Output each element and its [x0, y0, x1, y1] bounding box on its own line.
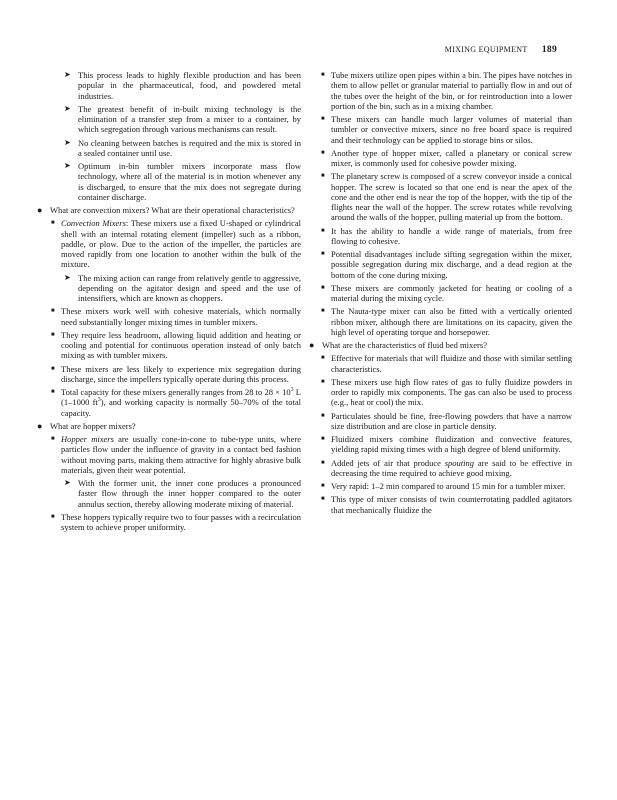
arrow-bullet-icon: ➤ — [64, 137, 71, 147]
square-bullet-icon: ■ — [51, 308, 55, 315]
arrow-item: ➤ The greatest benefit of in-built mixing technology is the elimination of a transfer step from a mixer to a container, by which segregation through various mechanisms can result. — [64, 103, 301, 135]
square-item: ■ The Nauta-type mixer can also be fitted with a vertically oriented ribbon mixer, although there are limitations on its capacity, given the high level of operating torque and horsepower. — [321, 306, 572, 337]
square-bullet-icon: ■ — [321, 412, 325, 419]
square-bullet-icon: ■ — [321, 72, 325, 78]
square-item: ■ Convection Mixers: These mixers use a fixed U-shaped or cylindrical shell with an internal rotating element (impeller) such as a ribbon, paddle, or plow. Due to the action of the impeller, the particles are moved rapidly from one location to another within the bulk of the mixture. — [51, 218, 301, 270]
square-bullet-icon: ■ — [321, 149, 325, 156]
square-bullet-icon: ■ — [51, 365, 55, 372]
square-item: ■ Effective for materials that will fluidize and those with similar settling characteristics. — [321, 353, 572, 374]
arrow-bullet-icon: ➤ — [64, 478, 71, 487]
square-item: ■ These mixers are less likely to experience mix segregation during discharge, since the impellers typically operate during this process. — [51, 363, 301, 384]
running-title: MIXING EQUIPMENT — [444, 45, 528, 54]
square-item: ■ The planetary screw is composed of a screw conveyor inside a conical hopper. The screw is located so that one end is near the apex of the cone and the other end is near the top of the hopper, with the tip of the flights near the wall of the hopper. The screw rotates while revolving around the walls of the hopper, pulling material up from the bottom. — [321, 171, 572, 223]
square-item: ■ These hoppers typically require two to four passes with a recirculation system to achieve proper uniformity. — [51, 511, 301, 532]
round-bullet-icon: ● — [37, 205, 43, 215]
square-bullet-icon: ■ — [321, 173, 325, 180]
square-bullet-icon: ■ — [51, 220, 55, 227]
square-bullet-icon: ■ — [321, 496, 325, 503]
question-item: ● What are hopper mixers? — [37, 420, 136, 431]
running-header — [0, 45, 557, 55]
round-bullet-icon: ● — [37, 420, 43, 431]
round-bullet-icon: ● — [309, 340, 315, 350]
square-item: ■ Hopper mixers are usually cone-in-cone to tube-type units, where particles flow under the influence of gravity in a contact bed fashion without moving parts, making them attractive for highly abrasive bulk materials, given their wear potential. — [51, 434, 301, 475]
arrow-item: ➤ Optimum in-bin tumbler mixers incorporate mass flow technology, where all of the material is in motion whenever any is discharged, to ensure that the mix does not segregate during container discharge. — [64, 161, 301, 202]
square-item: ■ Very rapid: 1–2 min compared to around 15 min for a tumbler mixer. — [321, 481, 566, 491]
square-item: ■ Particulates should be fine, free-flowing powders that have a narrow size distribution and are close in particle density. — [321, 410, 572, 431]
square-item: ■ These mixers use high flow rates of gas to fully fluidize powders in order to rapidly mix components. The gas can also be used to process (e.g., heat or cool) the mix. — [321, 376, 572, 408]
square-bullet-icon: ■ — [321, 227, 325, 234]
square-bullet-icon: ■ — [51, 331, 55, 338]
square-item: ■ Potential disadvantages include sifting segregation within the mixer, possible segregation during mix discharge, and a dead region at the bottom of the cone during mixing. — [321, 249, 572, 280]
arrow-bullet-icon: ➤ — [64, 161, 71, 170]
square-item: ■ Total capacity for these mixers generally ranges from 28 to $28 \times 10^3$ L (1–1000 $ft^3$), and working capacity is normally 50–70% of the total capacity. — [51, 387, 301, 418]
page-number: 189 — [541, 45, 557, 55]
square-item: ■ Tube mixers utilize open pipes within a bin. The pipes have notches in them to allow pellet or granular material to partially flow in and out of the tubes over the height of the bin, or for reintroduction into a lower portion of the bin, such as in a mixing chamber. — [321, 70, 572, 111]
square-bullet-icon: ■ — [321, 308, 325, 315]
arrow-bullet-icon: ➤ — [64, 272, 71, 282]
square-item: ■ This type of mixer consists of twin counterrotating paddled agitators that mechanically fluidize the — [321, 494, 572, 515]
square-bullet-icon: ■ — [51, 436, 55, 442]
square-bullet-icon: ■ — [321, 483, 325, 489]
square-bullet-icon: ■ — [51, 513, 55, 520]
square-bullet-icon: ■ — [51, 389, 55, 395]
square-item: ■ It has the ability to handle a wide range of materials, from free flowing to cohesive. — [321, 225, 572, 246]
square-item: ■ They require less headroom, allowing liquid addition and heating or cooling and potential for continuous operation instead of only batch mixing as with tumbler mixers. — [51, 329, 301, 361]
square-item: ■ Fluidized mixers combine fluidization and convective features, yielding rapid mixing times with a high degree of blend uniformity. — [321, 434, 572, 455]
arrow-item: ➤ The mixing action can range from relatively gentle to aggressive, depending on the agitator design and speed and the use of intensifiers, which are known as choppers. — [64, 272, 301, 303]
arrow-item: ➤ No cleaning between batches is required and the mix is stored in a sealed container until use. — [64, 137, 301, 158]
arrow-bullet-icon: ➤ — [64, 103, 71, 113]
square-bullet-icon: ■ — [321, 116, 325, 122]
square-bullet-icon: ■ — [321, 355, 325, 362]
question-item: ● What are the characteristics of fluid bed mixers? — [309, 340, 487, 350]
arrow-item: ➤ This process leads to highly flexible production and has been popular in the pharmaceutical, food, and powdered metal industries. — [64, 70, 301, 101]
square-bullet-icon: ■ — [321, 251, 325, 257]
square-item: ■ Another type of hopper mixer, called a planetary or conical screw mixer, is commonly used for cohesive powder mixing. — [321, 147, 572, 168]
square-bullet-icon: ■ — [321, 284, 325, 291]
square-item: ■ These mixers can handle much larger volumes of material than tumbler or convective mixers, since no free board space is required and their technology can be applied to storage bins or silos. — [321, 114, 572, 145]
square-item: ■ Added jets of air that produce spouting are said to be effective in decreasing the time required to achieve good mixing. — [321, 457, 572, 478]
arrow-item: ➤ With the former unit, the inner cone produces a pronounced faster flow through the inner hopper compared to the outer annulus section, thereby allowing moderate mixing of material. — [64, 478, 301, 509]
square-bullet-icon: ■ — [321, 459, 325, 466]
question-item: ● What are convection mixers? What are their operational characteristics? — [37, 205, 295, 215]
arrow-bullet-icon: ➤ — [64, 70, 71, 79]
square-item: ■ These mixers are commonly jacketed for heating or cooling of a material during the mixing cycle. — [321, 282, 572, 303]
right-column — [309, 70, 572, 518]
left-column — [37, 70, 301, 535]
square-bullet-icon: ■ — [321, 436, 325, 442]
square-bullet-icon: ■ — [321, 378, 325, 385]
square-item: ■ These mixers work well with cohesive materials, which normally need substantially longer mixing times in tumbler mixers. — [51, 306, 301, 327]
